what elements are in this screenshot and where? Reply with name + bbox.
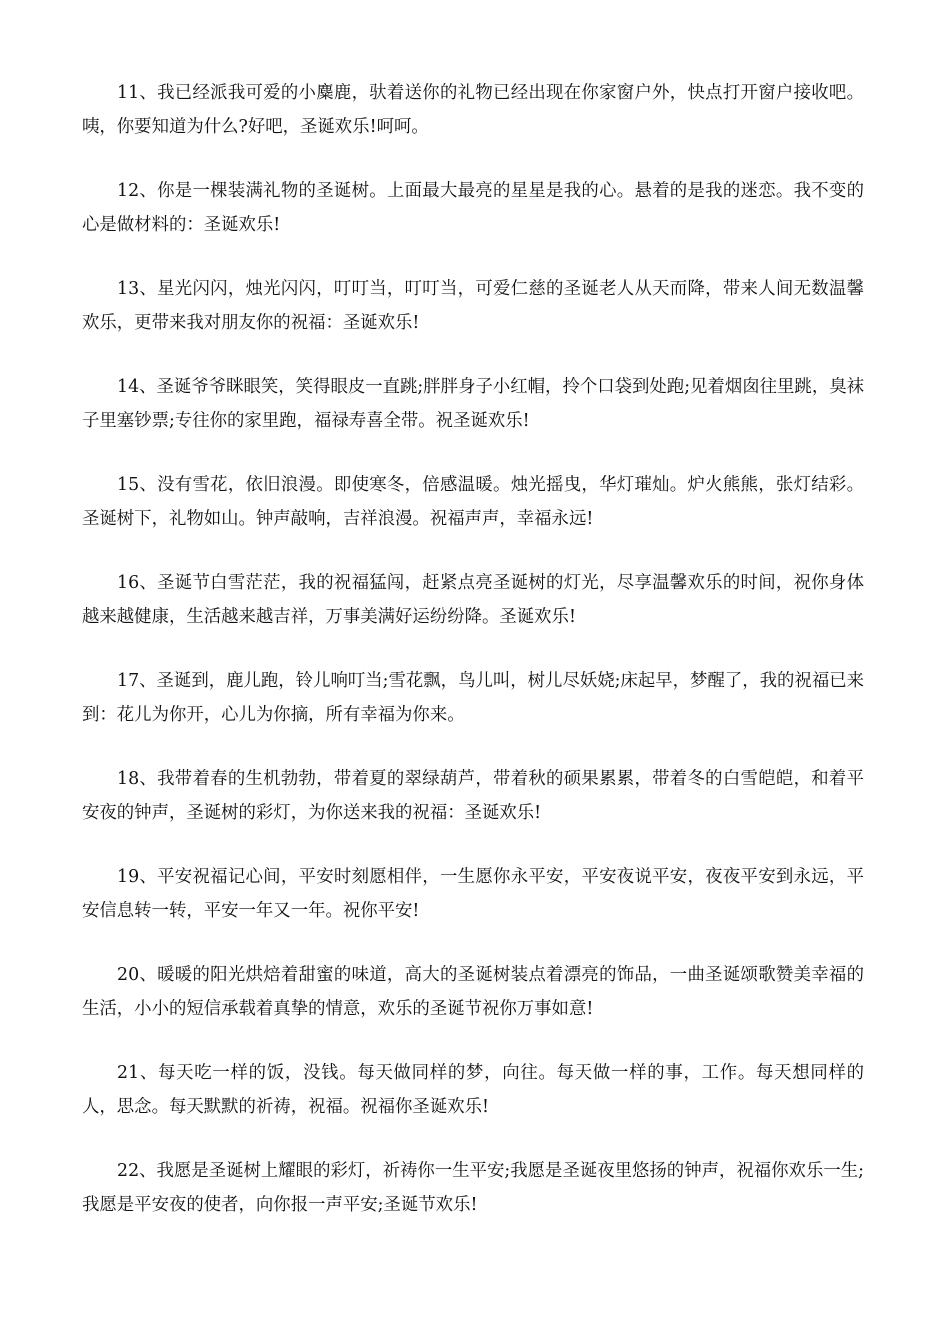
paragraph-17: 17、圣诞到，鹿儿跑，铃儿响叮当;雪花飘，鸟儿叫，树儿尽妖娆;床起早，梦醒了，我的祝福已来到：花儿为你开，心儿为你摘，所有幸福为你来。 bbox=[82, 671, 864, 725]
paragraph-15: 15、没有雪花，依旧浪漫。即使寒冬，倍感温暖。烛光摇曳，华灯璀灿。炉火熊熊，张灯结彩。圣诞树下，礼物如山。钟声敲响，吉祥浪漫。祝福声声，幸福永远! bbox=[82, 475, 864, 529]
paragraph-18: 18、我带着春的生机勃勃，带着夏的翠绿葫芦，带着秋的硕果累累，带着冬的白雪皑皑，和着平安夜的钟声，圣诞树的彩灯，为你送来我的祝福：圣诞欢乐! bbox=[82, 769, 864, 823]
paragraph-14: 14、圣诞爷爷眯眼笑，笑得眼皮一直跳;胖胖身子小红帽，拎个口袋到处跑;见着烟囱往里跳，臭袜子里塞钞票;专往你的家里跑，福禄寿喜全带。祝圣诞欢乐! bbox=[82, 377, 864, 431]
paragraph-22: 22、我愿是圣诞树上耀眼的彩灯，祈祷你一生平安;我愿是圣诞夜里悠扬的钟声，祝福你欢乐一生;我愿是平安夜的使者，向你报一声平安;圣诞节欢乐! bbox=[82, 1161, 864, 1215]
paragraph-16: 16、圣诞节白雪茫茫，我的祝福猛闯，赶紧点亮圣诞树的灯光，尽享温馨欢乐的时间，祝你身体越来越健康，生活越来越吉祥，万事美满好运纷纷降。圣诞欢乐! bbox=[82, 573, 864, 627]
paragraph-21: 21、每天吃一样的饭，没钱。每天做同样的梦，向往。每天做一样的事，工作。每天想同样的人，思念。每天默默的祈祷，祝福。祝福你圣诞欢乐! bbox=[82, 1063, 864, 1117]
document-body bbox=[82, 76, 864, 1252]
paragraph-12: 12、你是一棵装满礼物的圣诞树。上面最大最亮的星星是我的心。悬着的是我的迷恋。我不变的心是做材料的：圣诞欢乐! bbox=[82, 181, 864, 235]
paragraph-13: 13、星光闪闪，烛光闪闪，叮叮当，叮叮当，可爱仁慈的圣诞老人从天而降，带来人间无数温馨欢乐，更带来我对朋友你的祝福：圣诞欢乐! bbox=[82, 279, 864, 333]
paragraph-19: 19、平安祝福记心间，平安时刻愿相伴，一生愿你永平安，平安夜说平安，夜夜平安到永远，平安信息转一转，平安一年又一年。祝你平安! bbox=[82, 867, 864, 921]
paragraph-20: 20、暖暖的阳光烘焙着甜蜜的味道，高大的圣诞树装点着漂亮的饰品，一曲圣诞颂歌赞美幸福的生活，小小的短信承载着真挚的情意，欢乐的圣诞节祝你万事如意! bbox=[82, 965, 864, 1019]
paragraph-11: 11、我已经派我可爱的小麋鹿，驮着送你的礼物已经出现在你家窗户外，快点打开窗户接收吧。咦，你要知道为什么?好吧，圣诞欢乐!呵呵。 bbox=[82, 83, 864, 137]
